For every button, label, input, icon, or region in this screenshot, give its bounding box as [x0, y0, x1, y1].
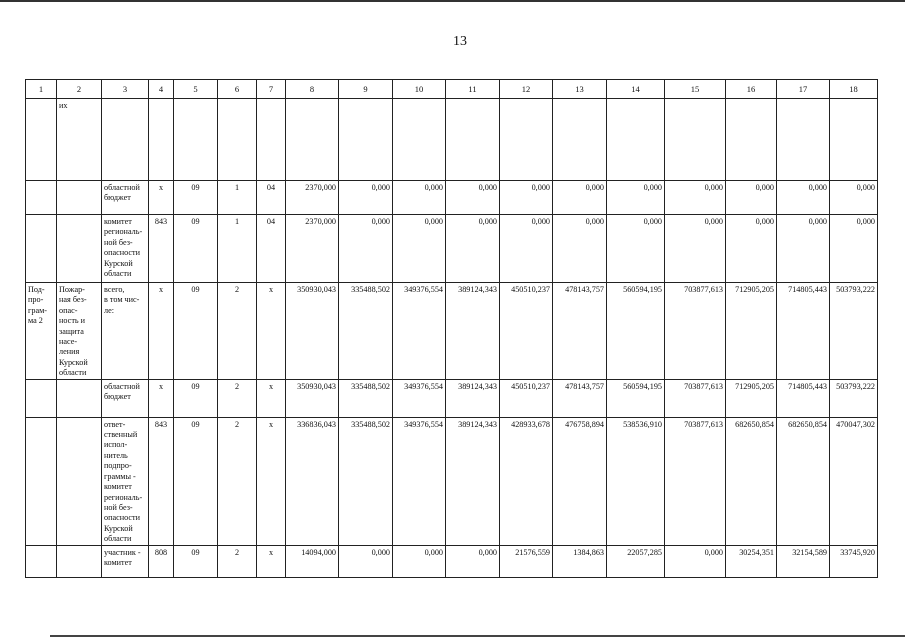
value-cell: 450510,237: [500, 379, 553, 417]
program-cell: [26, 181, 57, 215]
value-cell: [553, 99, 607, 181]
program-cell: [26, 417, 57, 545]
value-cell: [174, 99, 218, 181]
value-cell: 450510,237: [500, 283, 553, 380]
value-cell: [218, 99, 257, 181]
program-cell: [26, 215, 57, 283]
value-cell: 349376,554: [393, 283, 446, 380]
value-cell: 0,000: [500, 181, 553, 215]
value-cell: 336836,043: [286, 417, 339, 545]
value-cell: 843: [149, 215, 174, 283]
value-cell: 703877,613: [665, 417, 726, 545]
value-cell: 682650,854: [726, 417, 777, 545]
value-cell: х: [149, 283, 174, 380]
value-cell: 349376,554: [393, 379, 446, 417]
value-cell: 682650,854: [777, 417, 830, 545]
value-cell: 0,000: [665, 545, 726, 577]
value-cell: 0,000: [830, 215, 878, 283]
value-cell: 0,000: [665, 181, 726, 215]
column-number: 17: [777, 80, 830, 99]
value-cell: [830, 99, 878, 181]
source-cell: областной бюджет: [102, 379, 149, 417]
value-cell: 22057,285: [607, 545, 665, 577]
value-cell: 503793,222: [830, 283, 878, 380]
value-cell: 843: [149, 417, 174, 545]
name-cell: Пожар- ная без- опас- ность и защита насе- ления Курской области: [57, 283, 102, 380]
table-row: [26, 181, 878, 215]
value-cell: 21576,559: [500, 545, 553, 577]
value-cell: [286, 99, 339, 181]
value-cell: 1: [218, 181, 257, 215]
column-number: 11: [446, 80, 500, 99]
value-cell: 0,000: [726, 215, 777, 283]
source-cell: комитет региональ- ной без- опасности Курской области: [102, 215, 149, 283]
value-cell: х: [257, 545, 286, 577]
value-cell: 0,000: [830, 181, 878, 215]
value-cell: 0,000: [339, 545, 393, 577]
value-cell: х: [149, 181, 174, 215]
value-cell: х: [149, 379, 174, 417]
column-number: 10: [393, 80, 446, 99]
value-cell: 0,000: [446, 215, 500, 283]
value-cell: 712905,205: [726, 379, 777, 417]
value-cell: 0,000: [446, 181, 500, 215]
column-number: 4: [149, 80, 174, 99]
value-cell: 09: [174, 283, 218, 380]
value-cell: 0,000: [777, 215, 830, 283]
column-number: 5: [174, 80, 218, 99]
value-cell: 09: [174, 379, 218, 417]
value-cell: 14094,000: [286, 545, 339, 577]
value-cell: 2: [218, 545, 257, 577]
value-cell: 0,000: [500, 215, 553, 283]
value-cell: [149, 99, 174, 181]
value-cell: 335488,502: [339, 379, 393, 417]
value-cell: [393, 99, 446, 181]
value-cell: х: [257, 417, 286, 545]
value-cell: 09: [174, 181, 218, 215]
value-cell: [777, 99, 830, 181]
value-cell: 470047,302: [830, 417, 878, 545]
source-cell: участник - комитет: [102, 545, 149, 577]
source-cell: ответ- ственный испол- нитель подпро- граммы - комитет региональ- ной без- опасности Курской области: [102, 417, 149, 545]
value-cell: 712905,205: [726, 283, 777, 380]
value-cell: 335488,502: [339, 417, 393, 545]
value-cell: 0,000: [665, 215, 726, 283]
value-cell: 350930,043: [286, 379, 339, 417]
top-rule: [0, 0, 905, 2]
value-cell: [665, 99, 726, 181]
value-cell: 335488,502: [339, 283, 393, 380]
value-cell: 389124,343: [446, 283, 500, 380]
value-cell: 389124,343: [446, 417, 500, 545]
value-cell: 1: [218, 215, 257, 283]
value-cell: 2370,000: [286, 181, 339, 215]
bottom-rule: [50, 635, 905, 637]
value-cell: 714805,443: [777, 283, 830, 380]
value-cell: 09: [174, 417, 218, 545]
value-cell: [726, 99, 777, 181]
value-cell: 0,000: [393, 215, 446, 283]
value-cell: 0,000: [393, 545, 446, 577]
table-row: [26, 545, 878, 577]
page-number: 13: [453, 34, 467, 49]
value-cell: 33745,920: [830, 545, 878, 577]
value-cell: 503793,222: [830, 379, 878, 417]
value-cell: 538536,910: [607, 417, 665, 545]
value-cell: [339, 99, 393, 181]
column-number: 14: [607, 80, 665, 99]
value-cell: 2: [218, 379, 257, 417]
source-cell: [102, 99, 149, 181]
value-cell: 560594,195: [607, 379, 665, 417]
value-cell: 32154,589: [777, 545, 830, 577]
table-row: [26, 283, 878, 380]
value-cell: 2370,000: [286, 215, 339, 283]
value-cell: 09: [174, 215, 218, 283]
name-cell: [57, 379, 102, 417]
value-cell: 2: [218, 283, 257, 380]
source-cell: всего, в том чис- ле:: [102, 283, 149, 380]
table-row: [26, 99, 878, 181]
program-cell: [26, 99, 57, 181]
column-number: 7: [257, 80, 286, 99]
value-cell: 0,000: [726, 181, 777, 215]
budget-table: [25, 79, 878, 578]
value-cell: 714805,443: [777, 379, 830, 417]
value-cell: 478143,757: [553, 283, 607, 380]
column-number: 12: [500, 80, 553, 99]
value-cell: 349376,554: [393, 417, 446, 545]
value-cell: 09: [174, 545, 218, 577]
value-cell: 350930,043: [286, 283, 339, 380]
value-cell: 1384,863: [553, 545, 607, 577]
value-cell: [500, 99, 553, 181]
header-row: [26, 80, 878, 99]
value-cell: 703877,613: [665, 379, 726, 417]
value-cell: [607, 99, 665, 181]
value-cell: 428933,678: [500, 417, 553, 545]
value-cell: 0,000: [607, 181, 665, 215]
value-cell: 2: [218, 417, 257, 545]
value-cell: 0,000: [339, 181, 393, 215]
column-number: 2: [57, 80, 102, 99]
column-number: 1: [26, 80, 57, 99]
name-cell: [57, 181, 102, 215]
table-row: [26, 417, 878, 545]
column-number: 13: [553, 80, 607, 99]
value-cell: 0,000: [777, 181, 830, 215]
value-cell: 04: [257, 181, 286, 215]
column-number: 8: [286, 80, 339, 99]
value-cell: 478143,757: [553, 379, 607, 417]
program-cell: Под- про- грам- ма 2: [26, 283, 57, 380]
value-cell: х: [257, 379, 286, 417]
value-cell: х: [257, 283, 286, 380]
table-row: [26, 379, 878, 417]
value-cell: 0,000: [553, 181, 607, 215]
name-cell: [57, 417, 102, 545]
value-cell: 0,000: [446, 545, 500, 577]
column-number: 9: [339, 80, 393, 99]
source-cell: областной бюджет: [102, 181, 149, 215]
value-cell: 0,000: [553, 215, 607, 283]
value-cell: 703877,613: [665, 283, 726, 380]
value-cell: 0,000: [393, 181, 446, 215]
column-number: 15: [665, 80, 726, 99]
name-cell: [57, 545, 102, 577]
column-number: 16: [726, 80, 777, 99]
value-cell: 560594,195: [607, 283, 665, 380]
value-cell: [257, 99, 286, 181]
column-number: 18: [830, 80, 878, 99]
column-number: 3: [102, 80, 149, 99]
value-cell: 0,000: [607, 215, 665, 283]
value-cell: 389124,343: [446, 379, 500, 417]
value-cell: [446, 99, 500, 181]
name-cell: их: [57, 99, 102, 181]
value-cell: 30254,351: [726, 545, 777, 577]
program-cell: [26, 379, 57, 417]
column-number: 6: [218, 80, 257, 99]
name-cell: [57, 215, 102, 283]
value-cell: 0,000: [339, 215, 393, 283]
value-cell: 808: [149, 545, 174, 577]
value-cell: 476758,894: [553, 417, 607, 545]
value-cell: 04: [257, 215, 286, 283]
program-cell: [26, 545, 57, 577]
table-row: [26, 215, 878, 283]
